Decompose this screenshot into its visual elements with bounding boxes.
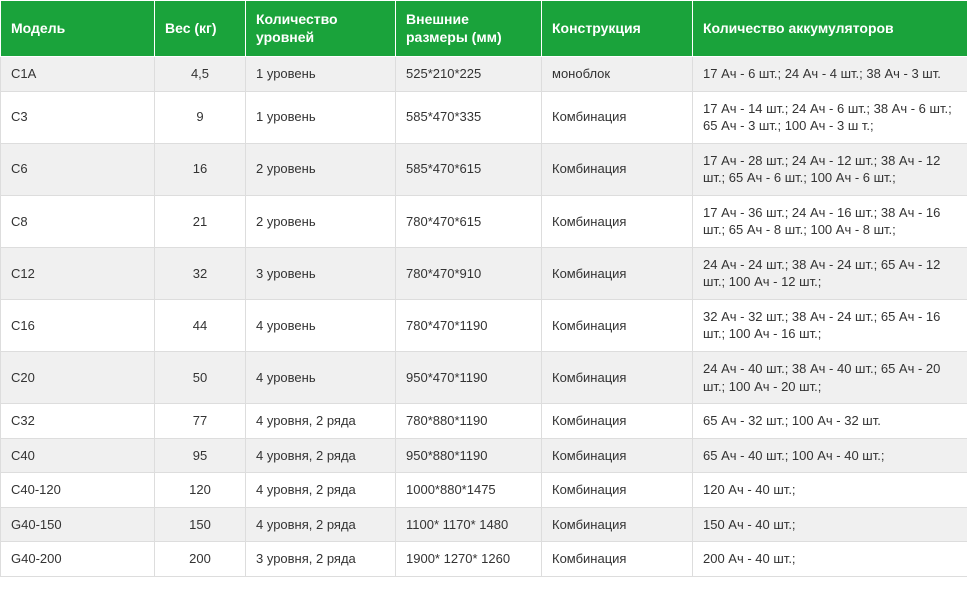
cell-levels: 4 уровня, 2 ряда [246,507,396,542]
table-header-row [1,1,967,57]
cell-model: C8 [1,195,155,247]
table-row [1,247,967,299]
cell-weight: 32 [155,247,246,299]
table-row [1,57,967,92]
table-row [1,352,967,404]
cell-construction: Комбинация [542,507,693,542]
cell-batteries: 17 Ач - 6 шт.; 24 Ач - 4 шт.; 38 Ач - 3 шт. [693,57,967,92]
cell-dimensions: 950*470*1190 [396,352,542,404]
cell-weight: 50 [155,352,246,404]
cell-model: G40-150 [1,507,155,542]
table-row [1,299,967,351]
cell-batteries: 200 Ач - 40 шт.; [693,542,967,577]
table-row [1,143,967,195]
cell-construction: Комбинация [542,404,693,439]
cell-levels: 2 уровень [246,143,396,195]
cell-levels: 3 уровня, 2 ряда [246,542,396,577]
cell-batteries: 17 Ач - 28 шт.; 24 Ач - 12 шт.; 38 Ач - 12 шт.; 65 Ач - 6 шт.; 100 Ач - 6 шт.; [693,143,967,195]
column-header-construction: Конструкция [542,1,693,57]
cell-dimensions: 525*210*225 [396,57,542,92]
cell-construction: Комбинация [542,542,693,577]
table-body [1,57,967,577]
cell-levels: 4 уровня, 2 ряда [246,438,396,473]
cell-batteries: 120 Ач - 40 шт.; [693,473,967,508]
cell-levels: 4 уровня, 2 ряда [246,473,396,508]
cell-dimensions: 780*470*615 [396,195,542,247]
table-header [1,1,967,57]
cell-batteries: 17 Ач - 14 шт.; 24 Ач - 6 шт.; 38 Ач - 6 шт.; 65 Ач - 3 шт.; 100 Ач - 3 ш т.; [693,91,967,143]
cell-levels: 1 уровень [246,91,396,143]
cell-levels: 4 уровень [246,299,396,351]
cell-weight: 150 [155,507,246,542]
cell-weight: 120 [155,473,246,508]
cell-weight: 200 [155,542,246,577]
cell-construction: Комбинация [542,299,693,351]
cell-weight: 4,5 [155,57,246,92]
cell-levels: 1 уровень [246,57,396,92]
cell-model: C12 [1,247,155,299]
table-row [1,195,967,247]
cell-dimensions: 1000*880*1475 [396,473,542,508]
cell-levels: 2 уровень [246,195,396,247]
cell-dimensions: 1900* 1270* 1260 [396,542,542,577]
cell-model: C6 [1,143,155,195]
table-row [1,91,967,143]
cell-dimensions: 780*470*910 [396,247,542,299]
column-header-levels: Количество уровней [246,1,396,57]
cell-dimensions: 1100* 1170* 1480 [396,507,542,542]
cell-dimensions: 780*880*1190 [396,404,542,439]
table-row [1,507,967,542]
cell-batteries: 24 Ач - 24 шт.; 38 Ач - 24 шт.; 65 Ач - 12 шт.; 100 Ач - 12 шт.; [693,247,967,299]
cell-levels: 4 уровень [246,352,396,404]
cell-levels: 4 уровня, 2 ряда [246,404,396,439]
cell-weight: 44 [155,299,246,351]
column-header-weight: Вес (кг) [155,1,246,57]
cell-dimensions: 950*880*1190 [396,438,542,473]
cell-model: C1A [1,57,155,92]
cell-construction: Комбинация [542,91,693,143]
cell-construction: Комбинация [542,438,693,473]
cell-dimensions: 585*470*335 [396,91,542,143]
column-header-dimensions: Внешние размеры (мм) [396,1,542,57]
cell-weight: 21 [155,195,246,247]
table-row [1,404,967,439]
column-header-model: Модель [1,1,155,57]
cell-weight: 77 [155,404,246,439]
cell-batteries: 65 Ач - 40 шт.; 100 Ач - 40 шт.; [693,438,967,473]
cell-model: C20 [1,352,155,404]
column-header-batteries: Количество аккумуляторов [693,1,967,57]
cell-construction: Комбинация [542,473,693,508]
table-row [1,473,967,508]
cell-model: C3 [1,91,155,143]
cell-construction: Комбинация [542,352,693,404]
cell-model: C16 [1,299,155,351]
cell-weight: 16 [155,143,246,195]
table-row [1,438,967,473]
cell-model: G40-200 [1,542,155,577]
cell-batteries: 17 Ач - 36 шт.; 24 Ач - 16 шт.; 38 Ач - 16 шт.; 65 Ач - 8 шт.; 100 Ач - 8 шт.; [693,195,967,247]
cell-dimensions: 780*470*1190 [396,299,542,351]
cell-construction: Комбинация [542,143,693,195]
cell-levels: 3 уровень [246,247,396,299]
cell-batteries: 65 Ач - 32 шт.; 100 Ач - 32 шт. [693,404,967,439]
cell-batteries: 32 Ач - 32 шт.; 38 Ач - 24 шт.; 65 Ач - 16 шт.; 100 Ач - 16 шт.; [693,299,967,351]
cell-weight: 9 [155,91,246,143]
cell-construction: моноблок [542,57,693,92]
cell-dimensions: 585*470*615 [396,143,542,195]
cell-model: C32 [1,404,155,439]
table-row [1,542,967,577]
cell-construction: Комбинация [542,195,693,247]
cell-model: C40-120 [1,473,155,508]
cell-batteries: 150 Ач - 40 шт.; [693,507,967,542]
cell-weight: 95 [155,438,246,473]
cell-model: C40 [1,438,155,473]
cell-construction: Комбинация [542,247,693,299]
cell-batteries: 24 Ач - 40 шт.; 38 Ач - 40 шт.; 65 Ач - 20 шт.; 100 Ач - 20 шт.; [693,352,967,404]
